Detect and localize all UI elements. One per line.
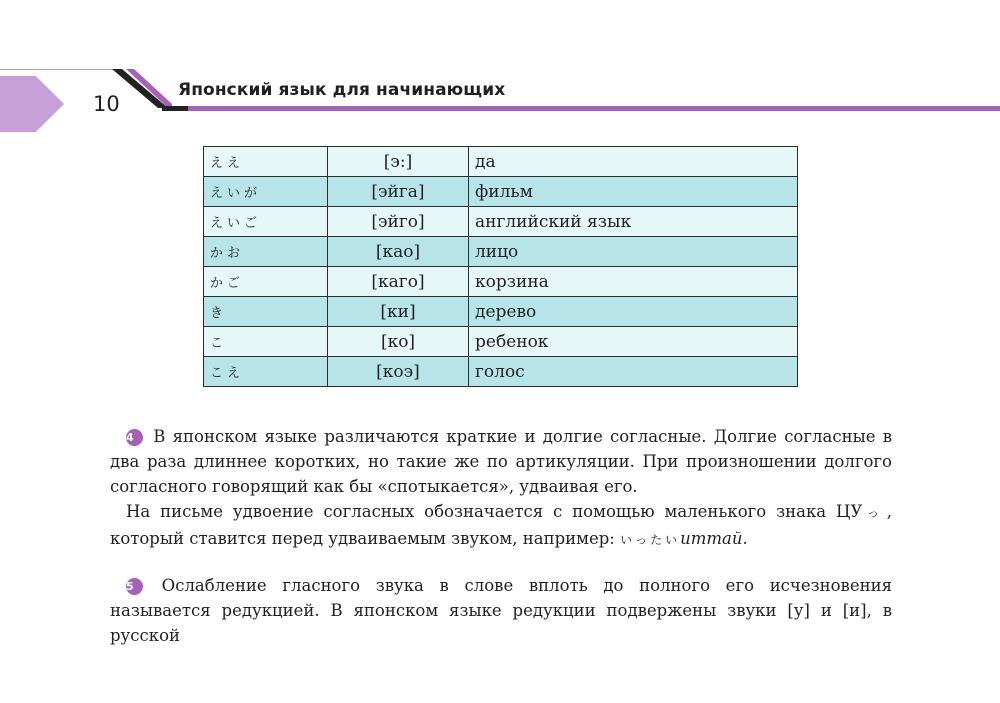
table-row: [204, 237, 798, 267]
kana-cell: かご: [204, 267, 328, 297]
kana-cell: かお: [204, 237, 328, 267]
header-rule: [162, 106, 1000, 111]
small-tsu-glyph: っ: [862, 506, 887, 520]
section-4-paragraph-2: [110, 499, 892, 553]
transcription-cell: [коэ]: [328, 357, 469, 387]
section-5-text-1: Ослабление гласного звука в слове вплоть до полного его исчезновения называется редукцией. В японском языке редукции подвержены звуки [у] и [и], в русской: [110, 576, 892, 645]
section-number-badge: 4: [126, 429, 143, 446]
table-row: [204, 297, 798, 327]
page-tab-arrow: [0, 76, 64, 132]
kana-cell: えいが: [204, 177, 328, 207]
table-row: [204, 177, 798, 207]
section-4-text-2b: , который ставится перед удваиваемым звуком, например:: [110, 502, 892, 548]
header-swoosh: [112, 66, 172, 110]
transcription-cell: [эйго]: [328, 207, 469, 237]
transcription-cell: [ки]: [328, 297, 469, 327]
section-5-paragraph-1: [110, 573, 892, 648]
kana-cell: き: [204, 297, 328, 327]
table-row: [204, 357, 798, 387]
section-4-text-1: В японском языке различаются краткие и долгие согласные. Долгие согласные в два раза длиннее коротких, но такие же по артикуляции. При произношении долгого согласного говорящий как бы «спотыкается», удваивая его.: [110, 427, 892, 496]
transcription-cell: [эйга]: [328, 177, 469, 207]
kana-cell: こ: [204, 327, 328, 357]
meaning-cell: голос: [469, 357, 798, 387]
example-kana: いったい: [620, 533, 681, 547]
table-row: [204, 147, 798, 177]
table-row: [204, 267, 798, 297]
kana-cell: こえ: [204, 357, 328, 387]
kana-cell: ええ: [204, 147, 328, 177]
transcription-cell: [ко]: [328, 327, 469, 357]
meaning-cell: дерево: [469, 297, 798, 327]
example-romaji: иттай.: [680, 529, 748, 548]
meaning-cell: лицо: [469, 237, 798, 267]
table-row: [204, 207, 798, 237]
meaning-cell: корзина: [469, 267, 798, 297]
vocabulary-table: [203, 146, 798, 387]
meaning-cell: фильм: [469, 177, 798, 207]
transcription-cell: [э:]: [328, 147, 469, 177]
header-rule-top: [0, 69, 116, 70]
page-number: 10: [93, 92, 120, 116]
section-4: [110, 424, 892, 553]
meaning-cell: да: [469, 147, 798, 177]
table-row: [204, 327, 798, 357]
transcription-cell: [каго]: [328, 267, 469, 297]
kana-cell: えいご: [204, 207, 328, 237]
section-4-text-2a: На письме удвоение согласных обозначается с помощью маленького знака ЦУ: [126, 502, 863, 521]
section-4-paragraph-1: [110, 424, 892, 499]
section-5: [110, 573, 892, 648]
meaning-cell: ребенок: [469, 327, 798, 357]
transcription-cell: [као]: [328, 237, 469, 267]
section-number-badge: 5: [126, 578, 143, 595]
book-title: Японский язык для начинающих: [178, 80, 506, 100]
meaning-cell: английский язык: [469, 207, 798, 237]
